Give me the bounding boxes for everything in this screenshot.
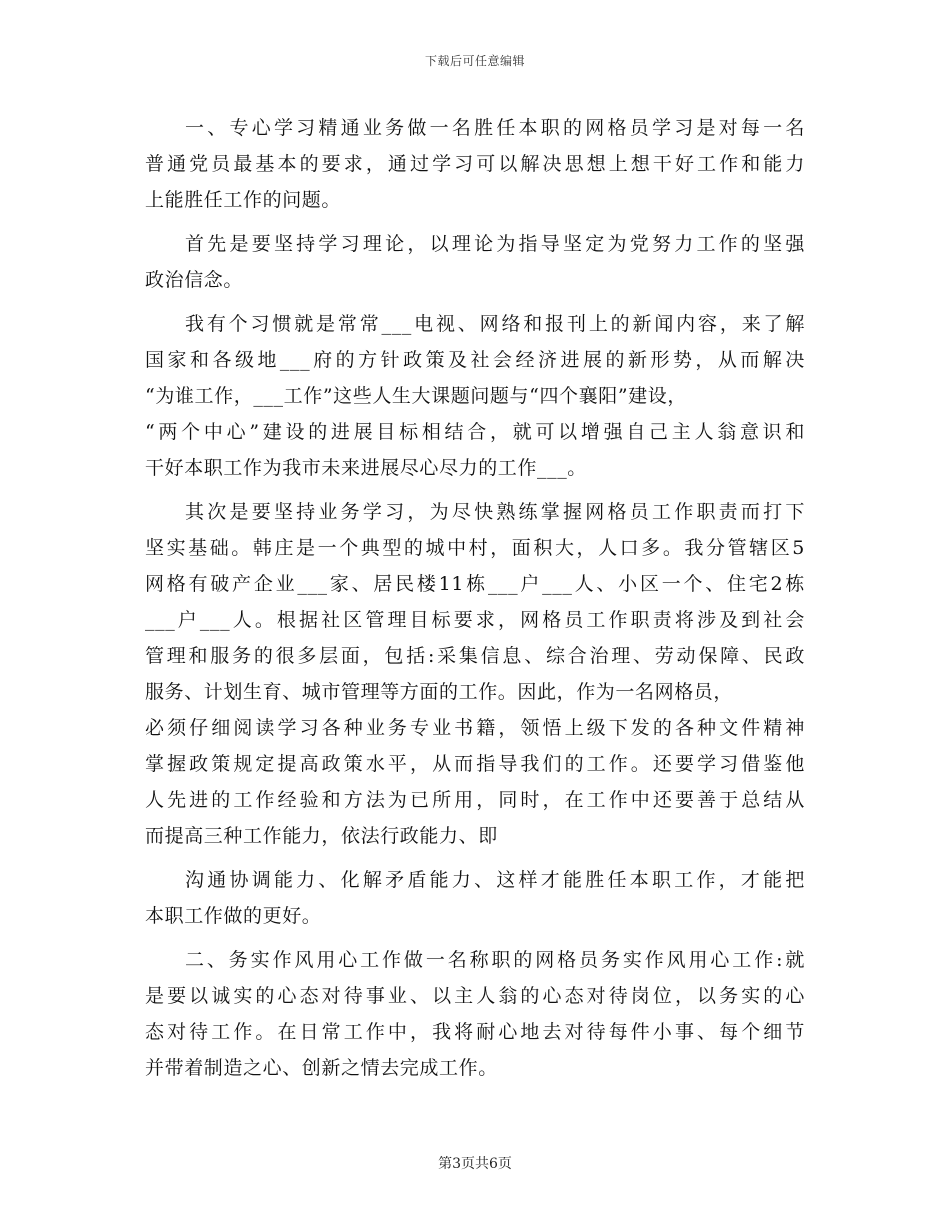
paragraph <box>145 226 805 298</box>
text-line: 掌握政策规定提高政策水平，从而指导我们的工作。还要学习借鉴他 <box>145 753 805 775</box>
text-line: 坚实基础。韩庄是一个典型的城中村，面积大，人口多。我分管辖区5 <box>145 537 805 559</box>
text-line: 管理和服务的很多层面，包括:采集信息、综合治理、劳动保障、民政 <box>145 645 805 667</box>
paragraph <box>145 110 805 218</box>
text-line: 网格有破产企业___家、居民楼11栋___户___人、小区一个、住宅2栋 <box>145 573 805 595</box>
paragraph <box>145 862 805 934</box>
text-line: 上能胜任工作的问题。 <box>145 189 342 211</box>
text-line: ___户___人。根据社区管理目标要求，网格员工作职责将涉及到社会 <box>145 609 805 631</box>
text-line: 干好本职工作为我市未来进展尽心尽力的工作___。 <box>145 457 587 479</box>
text-line: “两个中心”建设的进展目标相结合，就可以增强自己主人翁意识和 <box>145 421 805 443</box>
text-line: 其次是要坚持业务学习，为尽快熟练掌握网格员工作职责而打下 <box>185 501 805 523</box>
text-line: 政治信念。 <box>145 269 244 291</box>
paragraph <box>145 306 805 486</box>
text-line: 是要以诚实的心态对待事业、以主人翁的心态对待岗位，以务实的心 <box>145 985 805 1007</box>
page-header: 下载后可任意编辑 <box>424 54 525 68</box>
text-line: 并带着制造之心、创新之情去完成工作。 <box>145 1057 498 1079</box>
text-line: 沟通协调能力、化解矛盾能力、这样才能胜任本职工作，才能把 <box>185 869 805 891</box>
text-line: 本职工作做的更好。 <box>145 905 322 927</box>
text-line: 首先是要坚持学习理论，以理论为指导坚定为党努力工作的坚强 <box>185 233 805 255</box>
document-body <box>145 110 805 1086</box>
text-line: 普通党员最基本的要求，通过学习可以解决思想上想干好工作和能力 <box>145 153 805 175</box>
paragraph <box>145 494 805 854</box>
text-line: 而提高三种工作能力，依法行政能力、即 <box>145 825 498 847</box>
text-line: “为谁工作，___工作”这些人生大课题问题与“四个襄阳”建设， <box>145 385 687 407</box>
text-line: 我有个习惯就是常常___电视、网络和报刊上的新闻内容，来了解 <box>185 313 805 335</box>
text-line: 国家和各级地___府的方针政策及社会经济进展的新形势，从而解决 <box>145 349 805 371</box>
text-line: 必须仔细阅读学习各种业务专业书籍，领悟上级下发的各种文件精神 <box>145 717 805 739</box>
text-line: 一、专心学习精通业务做一名胜任本职的网格员学习是对每一名 <box>185 117 805 139</box>
text-line: 人先进的工作经验和方法为已所用，同时，在工作中还要善于总结从 <box>145 789 805 811</box>
text-line: 服务、计划生育、城市管理等方面的工作。因此，作为一名网格员， <box>145 681 734 703</box>
paragraph <box>145 942 805 1086</box>
page-number: 第3页共6页 <box>438 1156 512 1172</box>
text-line: 态对待工作。在日常工作中，我将耐心地去对待每件小事、每个细节 <box>145 1021 805 1043</box>
text-line: 二、务实作风用心工作做一名称职的网格员务实作风用心工作:就 <box>185 949 805 971</box>
